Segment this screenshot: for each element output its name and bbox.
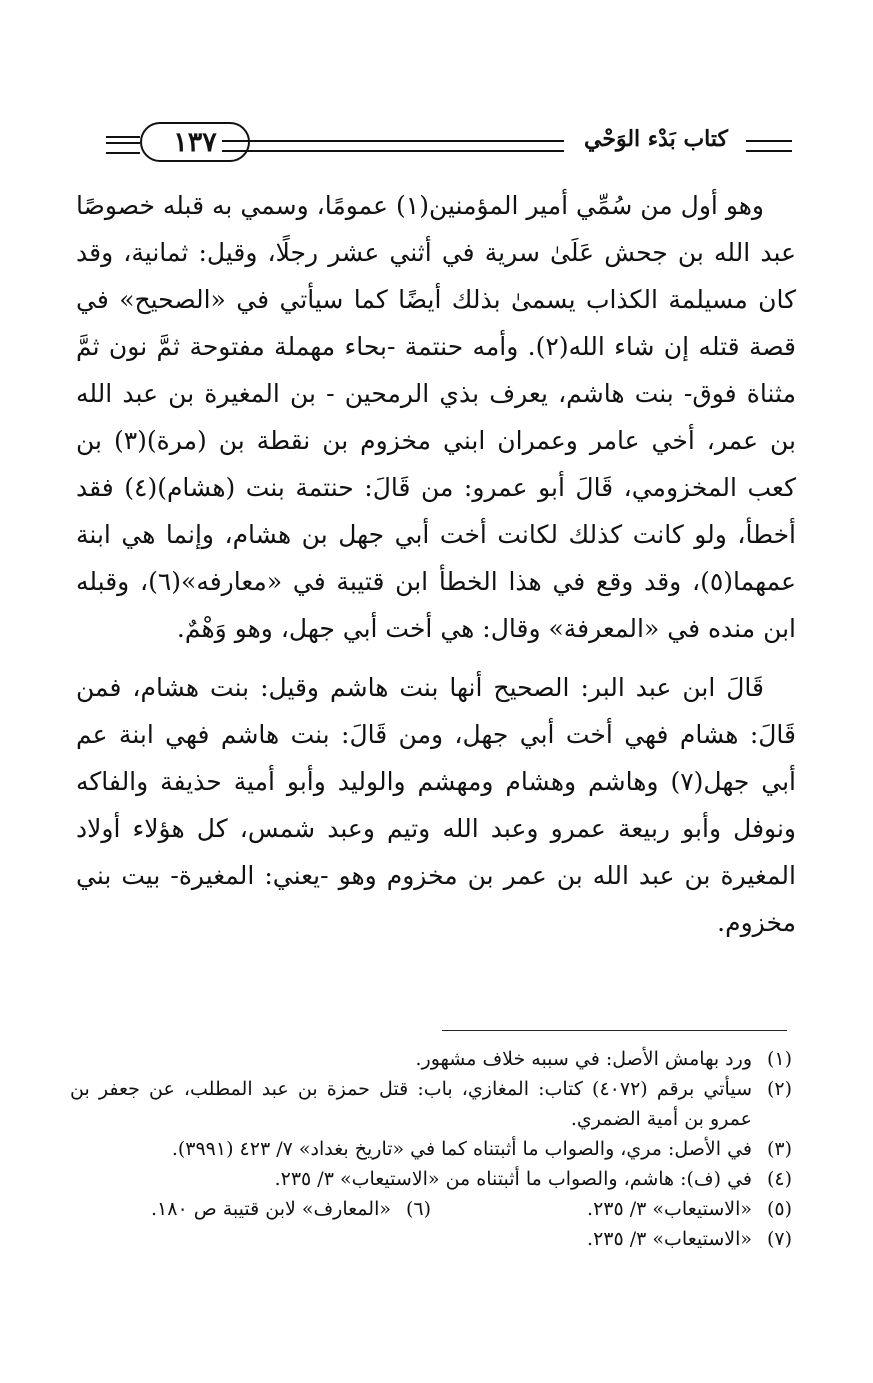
footnote-number: (١) [766, 1048, 792, 1070]
header-dash [746, 140, 792, 152]
footnote [70, 1224, 792, 1254]
header-rule [222, 140, 564, 152]
header-ornament-lines [106, 136, 140, 154]
footnote-number: (٤) [766, 1168, 792, 1190]
footnote [70, 1194, 431, 1224]
paragraph: قَالَ ابن عبد البر: الصحيح أنها بنت هاشم وقيل: بنت هشام، فمن قَالَ: هشام فهي أخت أبي جهل، ومن قَالَ: بنت هاشم فهي ابنة عم أبي جهل(٧) وهاشم وهشام ومهشم والوليد وأبو أمية حذيفة والفاكه ونوفل وأبو ربيعة عمرو وعبد الله وتيم وعبد شمس، كل هؤلاء أولاد المغيرة بن عبد الله بن عمر بن مخزوم وهو -يعني: المغيرة- بيت بني مخزوم. [76, 673, 796, 937]
footnote-text: سيأتي برقم (٤٠٧٢) كتاب: المغازي، باب: قتل حمزة بن عبد المطلب، عن جعفر بن عمرو بن أمية الضمري. [70, 1078, 752, 1130]
footnote-number: (٧) [766, 1228, 792, 1250]
footnote-text: في الأصل: مري، والصواب ما أثبتناه كما في «تاريخ بغداد» ٧/ ٤٢٣ (٣٩٩١). [171, 1138, 752, 1160]
page-number: ١٣٧ [140, 122, 250, 162]
footnote-text: في (ف): هاشم، والصواب ما أثبتناه من «الاستيعاب» ٣/ ٢٣٥. [274, 1168, 752, 1190]
footnote [70, 1044, 792, 1074]
footnote-pair [70, 1194, 792, 1224]
footnote-number: (٥) [766, 1198, 792, 1220]
page-header [78, 118, 792, 168]
footnote [431, 1194, 792, 1224]
footnote [70, 1164, 792, 1194]
footnote-number: (٣) [766, 1138, 792, 1160]
footnote-text: «الاستيعاب» ٣/ ٢٣٥. [587, 1228, 752, 1250]
running-title: كتاب بَدْء الوَحْي [584, 126, 728, 152]
footnote-separator [442, 1030, 787, 1031]
paragraph: وهو أول من سُمِّي أمير المؤمنين(١) عمومًا، وسمي به قبله خصوصًا عبد الله بن جحش عَلَىٰ سرية في أثني عشر رجلًا، وقيل: ثمانية، وقد كان مسيلمة الكذاب يسمىٰ بذلك أيضًا كما سيأتي في «الصحيح» في قصة قتله إن شاء الله(٢). وأمه حنتمة -بحاء مهملة مفتوحة ثمَّ نون ثمَّ مثناة فوق- بنت هاشم، يعرف بذي الرمحين - بن المغيرة بن عبد الله بن عمر، أخي عامر وعمران ابني مخزوم بن نقطة بن (مرة)(٣) بن كعب المخزومي، قَالَ أبو عمرو: من قَالَ: حنتمة بنت (هشام)(٤) فقد أخطأ، ولو كانت كذلك لكانت أخت أبي جهل بن هشام، وإنما هي ابنة عمهما(٥)، وقد وقع في هذا الخطأ ابن قتيبة في «معارفه»(٦)، وقبله ابن منده في «المعرفة» وقال: هي أخت أبي جهل، وهو وَهْمٌ. [76, 191, 796, 643]
footnote-text: ورد بهامش الأصل: في سببه خلاف مشهور. [415, 1048, 752, 1070]
footnote-text: «الاستيعاب» ٣/ ٢٣٥. [587, 1198, 752, 1220]
footnote-text: «المعارف» لابن قتيبة ص ١٨٠. [151, 1198, 391, 1220]
footnote [70, 1134, 792, 1164]
main-text [76, 182, 796, 946]
footnotes [70, 1044, 792, 1254]
footnote-number: (٦) [405, 1198, 431, 1220]
footnote [70, 1074, 792, 1134]
footnote-number: (٢) [766, 1078, 792, 1100]
